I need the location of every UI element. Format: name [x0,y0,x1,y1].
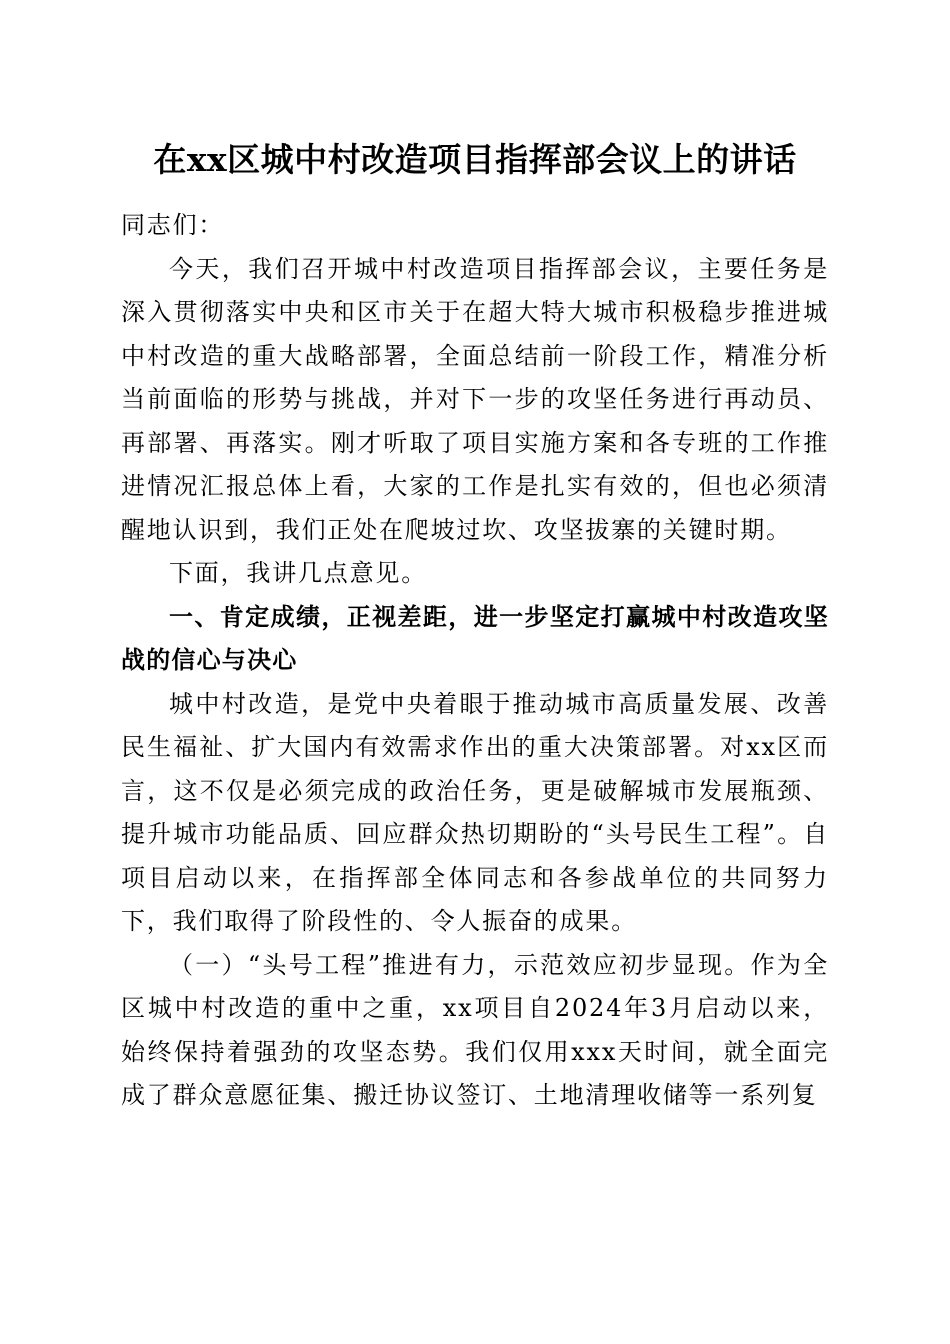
document-body [121,204,829,1118]
paragraph-intro: 今天，我们召开城中村改造项目指挥部会议，主要任务是深入贯彻落实中央和区市关于在超大特大城市积极稳步推进城中村改造的重大战略部署，全面总结前一阶段工作，精准分析当前面临的形势与挑战，并对下一步的攻坚任务进行再动员、再部署、再落实。刚才听取了项目实施方案和各专班的工作推进情况汇报总体上看，大家的工作是扎实有效的，但也必须清醒地认识到，我们正处在爬坡过坎、攻坚拔寨的关键时期。 [121,254,829,544]
paragraph-transition: 下面，我讲几点意见。 [169,559,427,587]
paragraph-subsection1 [121,944,829,1118]
subsection-lead-1: （一）“头号工程”推进有力，示范效应初步显现。 [169,950,751,979]
paragraph-section1: 城中村改造，是党中央着眼于推动城市高质量发展、改善民生福祉、扩大国内有效需求作出的重大决策部署。对xx区而言，这不仅是必须完成的政治任务，更是破解城市发展瓶颈、提升城市功能品质、回应群众热切期盼的“头号民生工程”。自项目启动以来，在指挥部全体同志和各参战单位的共同努力下，我们取得了阶段性的、令人振奋的成果。 [121,689,829,935]
subsection-body-1: 作为全区城中村改造的重中之重，xx项目自2024年3月启动以来，始终保持着强劲的攻坚态势。我们仅用xxx天时间，就全面完成了群众意愿征集、搬迁协议签订、土地清理收储等一系列复 [121,950,830,1109]
document-title: 在xx区城中村改造项目指挥部会议上的讲话 [153,140,797,179]
salutation: 同志们： [121,211,225,239]
section-heading-1: 一、肯定成绩，正视差距，进一步坚定打赢城中村改造攻坚战的信心与决心 [121,602,829,674]
